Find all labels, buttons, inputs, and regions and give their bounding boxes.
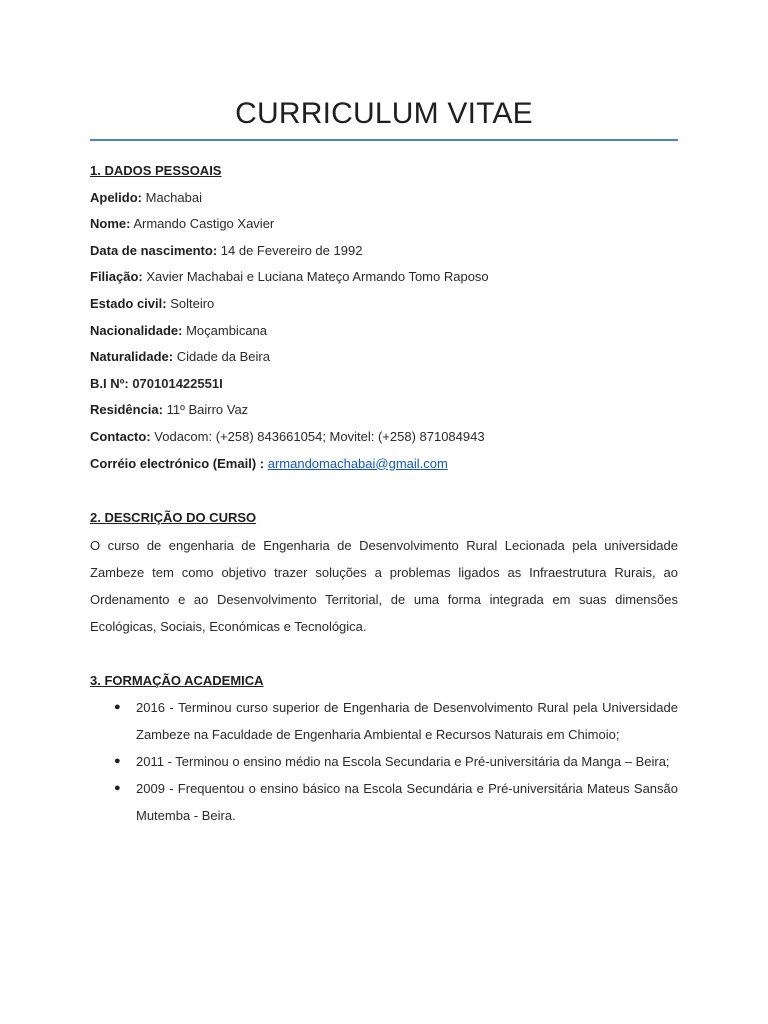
field-label: Apelido:	[90, 189, 142, 205]
field-label: Nacionalidade:	[90, 322, 183, 338]
title-divider	[90, 139, 678, 141]
field-label: Estado civil:	[90, 295, 167, 311]
field-parentage	[90, 264, 678, 291]
course-description-text: O curso de engenharia de Engenharia de Desenvolvimento Rural Lecionada pela universidade Zambeze tem como objetivo trazer soluções a problemas ligados as Infraestrutura Rurais, ao Ordenamento e ao Desenvolvimento Territorial, de uma forma integrada em suas dimensões Ecológicas, Sociais, Económicas e Tecnológica.	[90, 537, 678, 634]
field-id-number	[90, 371, 678, 398]
personal-data-list	[90, 185, 678, 478]
email-link[interactable]: armandomachabai@gmail.com	[267, 455, 448, 471]
field-label: Filiação:	[90, 269, 143, 285]
field-value: Machabai	[142, 189, 202, 205]
field-value: 14 de Fevereiro de 1992	[217, 242, 363, 258]
field-name	[90, 211, 678, 238]
field-value: Vodacom: (+258) 843661054; Movitel: (+258) 871084943	[150, 428, 485, 444]
section-heading-personal-data: 1. DADOS PESSOAIS	[90, 163, 222, 178]
bullet-icon: ●	[114, 782, 121, 795]
field-birth-date	[90, 238, 678, 265]
field-label: Residência:	[90, 402, 163, 418]
field-value: Cidade da Beira	[173, 349, 270, 365]
field-label: B.I Nº:	[90, 375, 129, 391]
list-item-text: 2009 - Frequentou o ensino básico na Escola Secundária e Pré-universitária Mateus Sansão Mutemba - Beira.	[136, 781, 678, 824]
section-spacer	[90, 477, 678, 505]
field-nationality	[90, 318, 678, 345]
field-birthplace	[90, 344, 678, 371]
field-marital-status	[90, 291, 678, 318]
list-item-text: 2016 - Terminou curso superior de Engenharia de Desenvolvimento Rural pela Universidade Zambeze na Faculdade de Engenharia Ambiental e Recursos Naturais em Chimoio;	[136, 700, 678, 743]
field-email	[90, 451, 678, 478]
field-contact	[90, 424, 678, 451]
document-title: CURRICULUM VITAE	[235, 97, 533, 130]
bullet-icon: ●	[114, 701, 121, 714]
section-heading-academic-training: 3. FORMAÇÃO ACADEMICA	[90, 672, 264, 688]
academic-training-list	[90, 694, 678, 829]
field-residence	[90, 397, 678, 424]
list-item	[90, 775, 678, 829]
field-label: Data de nascimento:	[90, 242, 218, 258]
field-value: Solteiro	[166, 295, 215, 311]
field-surname	[90, 185, 678, 212]
list-item	[90, 748, 678, 775]
field-label: Corréio electrónico (Email) :	[90, 455, 265, 471]
cv-page	[90, 0, 678, 829]
field-value: Armando Castigo Xavier	[130, 216, 275, 232]
bullet-icon: ●	[114, 755, 121, 768]
list-item-text: 2011 - Terminou o ensino médio na Escola Secundaria e Pré-universitária da Manga – Beira;	[136, 754, 670, 770]
section-spacer	[90, 640, 678, 668]
field-value: Moçambicana	[182, 322, 268, 338]
field-value: 11º Bairro Vaz	[162, 402, 249, 418]
section-heading-course-description: 2. DESCRIÇÃO DO CURSO	[90, 510, 257, 526]
field-value: 070101422551I	[128, 375, 223, 391]
list-item	[90, 694, 678, 748]
field-label: Contacto:	[90, 428, 151, 444]
field-label: Nome:	[90, 216, 131, 232]
field-value: Xavier Machabai e Luciana Mateço Armando Tomo Raposo	[142, 269, 489, 285]
field-label: Naturalidade:	[90, 349, 174, 365]
